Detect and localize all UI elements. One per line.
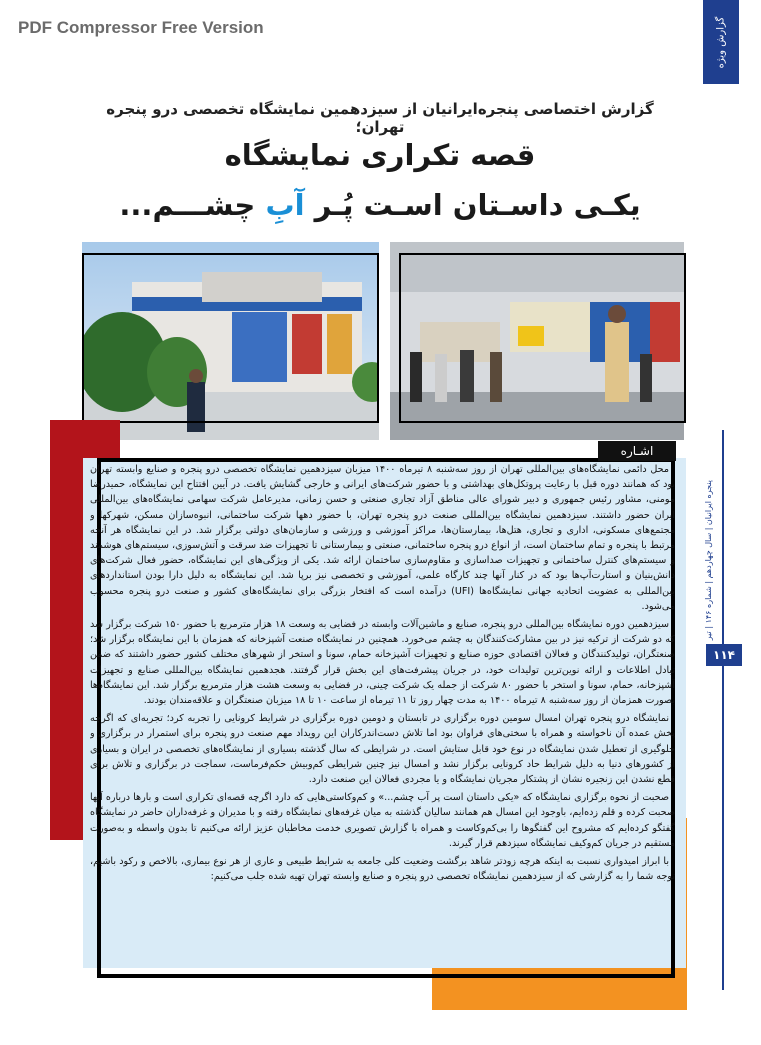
section-tab [703, 0, 739, 84]
article-paragraph: نمایشگاه درو پنجره تهران امسال سومین دوره برگزاری در تابستان و دومین دوره برگزاری در شرایط کرونایی را تجربه کرد؛ تجربه‌ای که اگرچه پخش عمده آن ناخواسته و همراه با سختی‌های فراوان بود اما تلاش دست‌اندرکاران این رویداد مهم صنعت درو پنجره برای استمرار در برگزاری و جلوگیری از تعطیل شدن نمایشگاه در نوع خود قابل ستایش است. در شرایطی که سال گذشته بسیاری از نمایشگاه‌های تخصصی در ایران و بسیاری از کشورهای دنیا به دلیل شرایط حاد کرونایی برگزار نشد و امسال نیز چنین شرایطی کم‌وبیش حکم‌فرماست، سماجت در برگزاری و تلاش برای قطع نشدن این زنجیره نشان از پشتکار مجریان نمایشگاه و یا مجردی فعالان این صنعت دارد. [90, 713, 675, 786]
page-number: ۱۱۴ [706, 644, 742, 666]
supertitle: گزارش اختصاصی پنجره‌ایرانیان از سیزدهمین نمایشگاه تخصصی درو پنجره تهران؛ [106, 100, 654, 136]
article-paragraph: صحبت از نحوه برگزاری نمایشگاه که «یکی داستان است پر آب چشم...» و کم‌وکاستی‌هایی که دارد اگرچه قصه‌ای تکراری است و بارها درباره آنها صحبت کرده و قلم زده‌ایم، باوجود این امسال هم همانند سالیان گذشته به میان غرفه‌های نمایشگاه رفته و با مدیران و غرفه‌داران حاضر در نمایشگاه گفتگو کرده‌ایم که مشروح این گفتگوها را بی‌کم‌وکاست و همراه با گزارش تصویری خدمت مخاطبان عزیز ارائه می‌کنیم تا بدون واسطه و به‌صورت مستقیم در جریان کم‌وکیف نمایشگاه سیزدهم قرار گیرند. [90, 792, 675, 849]
headline-line-2 [80, 188, 680, 222]
magazine-issue-info: پنجره ایرانیان | سال چهاردهم | شماره ۱۴۶ | تیر [704, 480, 713, 641]
headline-part-before: یکـی داسـتان اسـت پُـر [314, 188, 641, 222]
article-paragraph: سیزدهمین دوره نمایشگاه بین‌المللی درو پنجره، صنایع و ماشین‌آلات وابسته در فضایی به وسعت ۱۸ هزار مترمربع با حضور ۱۵۰ شرکت برگزار شد که دو شرکت از ترکیه نیز در بین مشارکت‌کنندگان به چشم می‌خورد. همچنین در نمایشگاه صنعت آشپزخانه که همزمان با این نمایشگاه برگزار شد؛ صنعتگران، تولیدکنندگان و فعالان اقتصادی حوزه صنایع و تجهیزات آشپزخانه حمام، سونا و استخر از شهرهای مختلف کشور حضور داشتند که ضمن تبادل اطلاعات و ارائه نوین‌ترین تولیدات خود، در جریان پیشرفت‌های این بخش قرار گرفتند. هجدهمین نمایشگاه بین‌المللی صنایع و تجهیزات آشپزخانه، حمام، سونا و استخر با حضور ۸۰ شرکت از جمله یک شرکت چینی، در فضایی به وسعت هشت هزار مترمربع برگزار شد. این نمایشگاه‌ها بصورت همزمان از روز سه‌شنبه ۸ تیرماه ۱۴۰۰ به مدت چهار روز تا ۱۱ تیرماه از ساعت ۱۰ تا ۱۸ میزبان صنعتگران و علاقه‌مندان بودند. [90, 619, 675, 707]
article-paragraph: محل دائمی نمایشگاه‌های بین‌المللی تهران از روز سه‌شنبه ۸ تیرماه ۱۴۰۰ میزبان سیزدهمین نمایشگاه تخصصی درو پنجره و صنایع وابسته تهران بود که همانند دوره قبل با رعایت پروتکل‌های بهداشتی و با حضور شرکت‌های ایرانی و خارجی گشایش یافت. در آیین افتتاح این نمایشگاه، حمیدرضا مومنی، مشاور رئیس جمهوری و دبیر شورای عالی مناطق آزاد تجاری صنعتی و حسن زمانی، مدیرعامل شرکت سهامی نمایشگاه‌های بین‌المللی ایران حضور داشتند. سیزدهمین نمایشگاه بین‌المللی صنعت درو پنجره تهران، با حضور دهها شرکت ساختمانی، انبوه‌سازان مسکن، شهرکها و مجتمع‌های مسکونی، اداری و تجاری، هتل‌ها، بیمارستان‌ها، مراکز آموزشی و ورزشی و سازمان‌های دولتی برگزار شد. در این نمایشگاه هر آنچه مرتبط با پنجره و تمام ساختمان است، از انواع درو پنجره ساختمانی، صنعتی و بیمارستانی تا تجهیزات ضد سرقت و آتش‌سوزی، سیستم‌های هوشمند و سیستم‌های کنترل ساختمانی و تجهیزات صداسازی و مقاوم‌سازی ساختمان ارائه شد. یکی از ویژگی‌های این نمایشگاه، حضور فعال شرکت‌های دانش‌بنیان و استارت‌آپ‌ها بود که در کنار آنها چند کارگاه علمی، آموزشی و تخصصی نیز برپا شد. این نمایشگاه به دلیل دارا بودن استانداردهای بین‌المللی به عضویت اتحادیه جهانی نمایشگاه‌ها (UFI) درآمده است که افتخار بزرگی برای نمایشگاه‌های کشور و صنعت درو پنجره محسوب می‌شود. [90, 464, 675, 612]
headline-accent-word: آبِ [265, 188, 305, 222]
article-body [90, 462, 675, 960]
headline-part-after: چشـــم... [119, 188, 256, 222]
section-label-ishare: اشـاره [598, 441, 676, 461]
section-tab-label: گزارش ویژه [715, 16, 727, 68]
photo-right-frame [399, 253, 686, 423]
headline-line-1: قصه تکراری نمایشگاه [224, 138, 536, 172]
photo-left-frame [82, 253, 379, 423]
rail-line [722, 430, 724, 990]
watermark-text: PDF Compressor Free Version [18, 18, 264, 37]
article-paragraph: با ابراز امیدواری نسبت به اینکه هرچه زودتر شاهد برگشت وضعیت کلی جامعه به شرایط طبیعی و عاری از هر نوع بیماری، بالاخص و رکود باشیم، توجه شما را به گزارشی که از سیزدهمین نمایشگاه تخصصی درو پنجره و صنایع وابسته تهران تهیه شده جلب می‌کنیم: [90, 856, 675, 883]
